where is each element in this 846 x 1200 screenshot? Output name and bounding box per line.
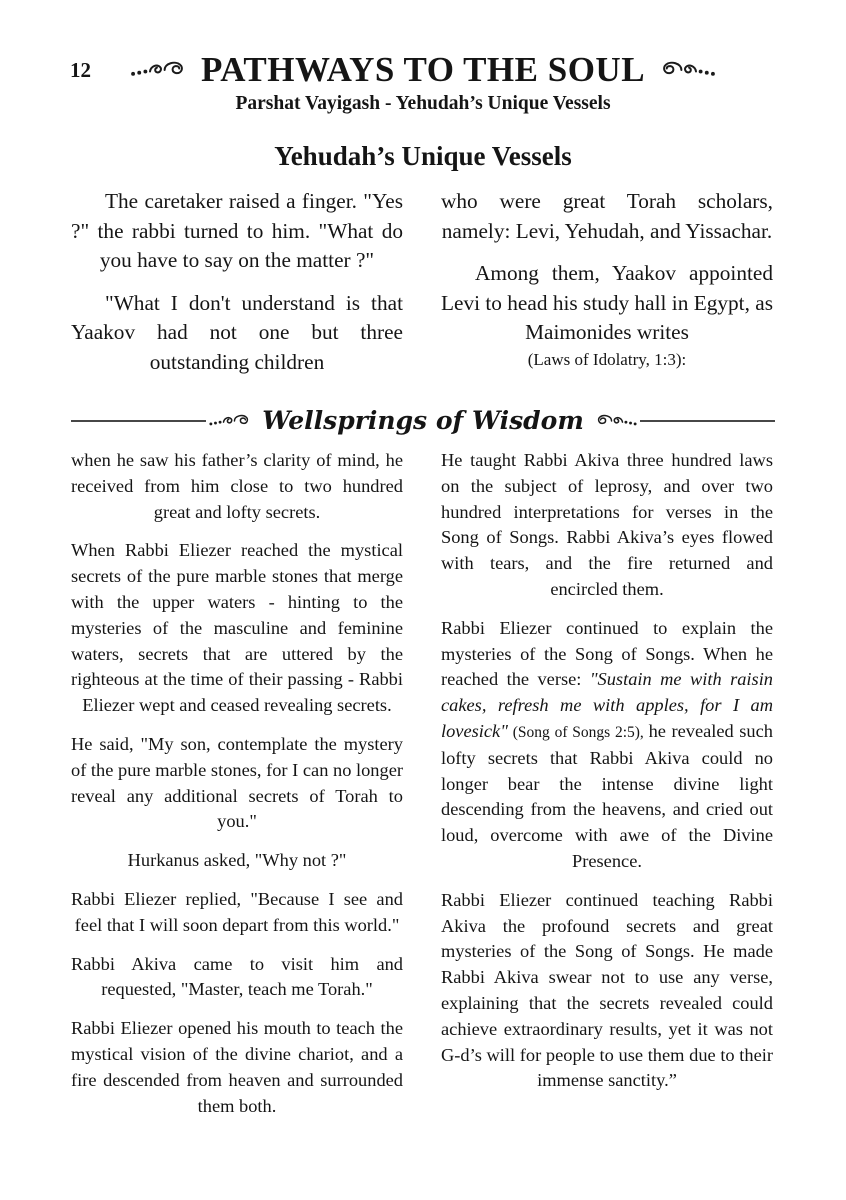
paragraph: The caretaker raised a finger. "Yes ?" the rabbi turned to him. "What do you have to say on the matter ?" bbox=[71, 189, 403, 272]
wellsprings-columns bbox=[71, 448, 775, 1132]
paragraph: When Rabbi Eliezer reached the mystical secrets of the pure marble stones that merge with the upper waters - hinting to the mysteries of the masculine and feminine waters, secrets that are uttered by the righteous at the time of their passing - Rabbi Eliezer wept and ceased revealing secrets. bbox=[71, 540, 403, 716]
book-title: PATHWAYS TO THE SOUL bbox=[200, 50, 646, 89]
paragraph: He taught Rabbi Akiva three hundred laws on the subject of leprosy, and over two hundred interpretations for verses in the Song of Songs. Rabbi Akiva’s eyes flowed with tears, and the fire returned and encircled them. bbox=[441, 450, 773, 599]
divider-rule-left bbox=[71, 420, 206, 422]
paragraph: Rabbi Eliezer continued teaching Rabbi Akiva the profound secrets and great mysteries of the Song of Songs. He made Rabbi Akiva swear not to use any verse, explaining that the secrets revealed could achieve extraordinary results, yet it was not G-d’s will for people to use them due to their immense sanctity.” bbox=[441, 889, 773, 1091]
wellsprings-title: Wellsprings of Wisdom bbox=[262, 406, 584, 435]
chapter-subtitle: Parshat Vayigash - Yehudah’s Unique Vessels bbox=[235, 93, 611, 114]
section-heading: Yehudah’s Unique Vessels bbox=[274, 141, 572, 171]
title-flourish-left-icon bbox=[129, 60, 191, 80]
paragraph: Rabbi Eliezer opened his mouth to teach the mystical vision of the divine chariot, and a fire descended from heaven and surrounded them both. bbox=[71, 1018, 403, 1116]
paragraph: Among them, Yaakov appointed Levi to head his study hall in Egypt, as Maimonides writes bbox=[441, 261, 773, 344]
source-citation: (Laws of Idolatry, 1:3): bbox=[527, 349, 687, 369]
paragraph: He said, "My son, contemplate the mystery of the pure marble stones, for I can no longer reveal any additional secrets of Torah to you." bbox=[71, 733, 403, 832]
paragraph: Hurkanus asked, "Why not ?" bbox=[127, 850, 347, 871]
section-divider bbox=[71, 406, 775, 435]
article-columns bbox=[71, 187, 775, 390]
title-flourish-right-icon bbox=[655, 60, 717, 80]
wellsprings-right-column bbox=[441, 448, 773, 1132]
divider-flourish-left-icon bbox=[208, 413, 254, 429]
paragraph: "What I don't understand is that Yaakov had not one but three outstanding children bbox=[71, 290, 403, 374]
masthead bbox=[0, 0, 846, 90]
verse-citation: (Song of Songs 2:5), bbox=[507, 723, 649, 741]
paragraph: who were great Torah scholars, namely: Levi, Yehudah, and Yissachar. bbox=[441, 189, 773, 243]
paragraph: when he saw his father’s clarity of mind, he received from him close to two hundred great and lofty secrets. bbox=[71, 450, 403, 522]
article-left-column bbox=[71, 187, 403, 390]
wellsprings-left-column bbox=[71, 448, 403, 1132]
verse-intro: Rabbi Eliezer continued to explain the mysteries of the Song of Songs. When he reached the verse: bbox=[441, 617, 773, 690]
paragraph: Rabbi Eliezer replied, "Because I see and feel that I will soon depart from this world." bbox=[71, 888, 403, 935]
divider-flourish-right-icon bbox=[592, 413, 638, 429]
verse-continuation: he revealed such lofty secrets that Rabbi Akiva could no longer bear the intense divine light descending from the heavens, and cried out loud, overcome with awe of the Divine Presence. bbox=[441, 720, 773, 871]
paragraph: Rabbi Akiva came to visit him and requested, "Master, teach me Torah." bbox=[71, 953, 403, 1000]
paragraph bbox=[441, 616, 773, 875]
verse-quote: "Sustain me with raisin cakes, refresh me with apples, for I am lovesick" bbox=[441, 669, 773, 741]
page-number: 12 bbox=[70, 58, 91, 82]
divider-rule-right bbox=[640, 420, 775, 422]
article-right-column bbox=[441, 187, 773, 390]
